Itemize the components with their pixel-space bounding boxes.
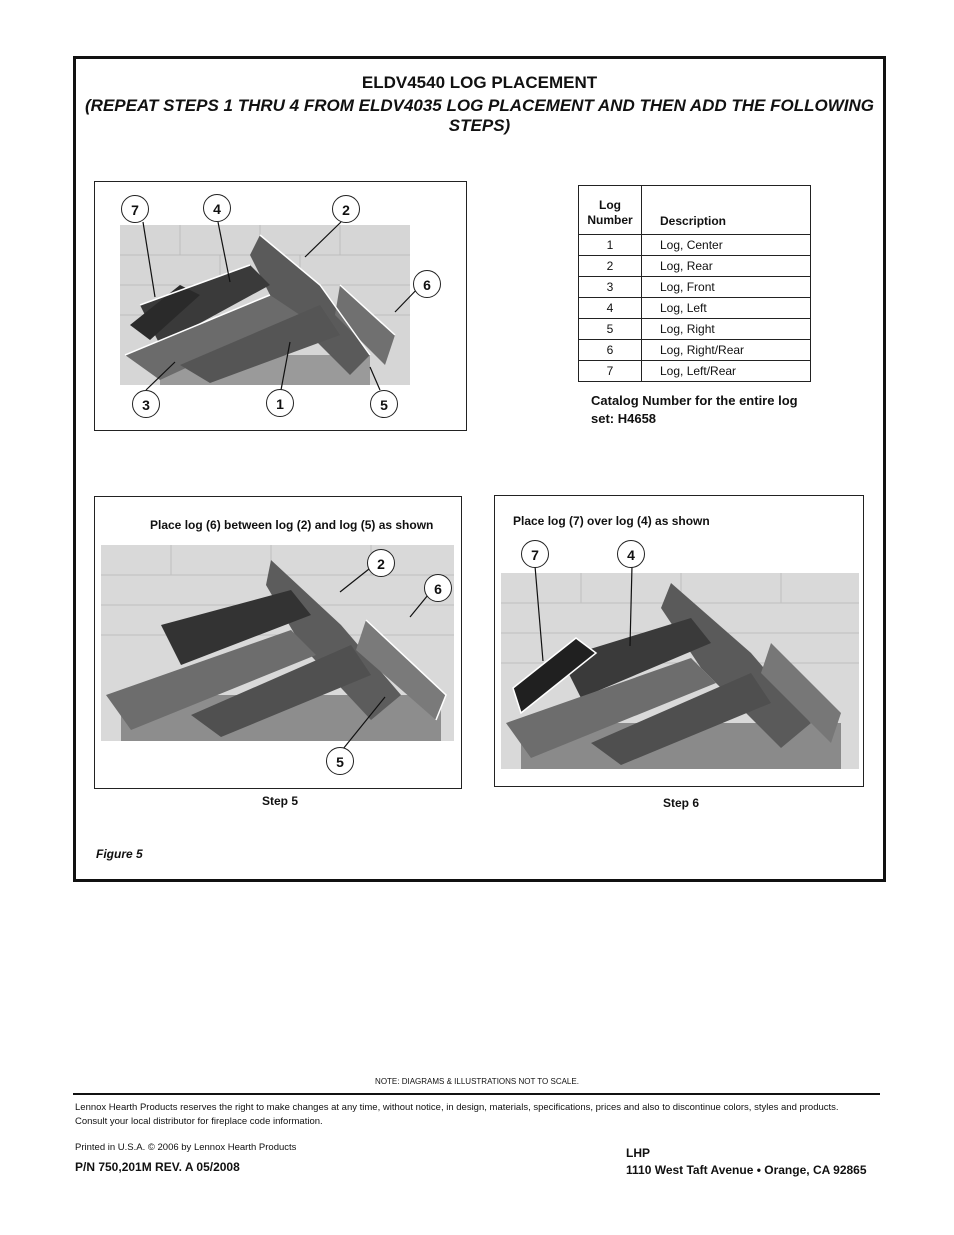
log-description: Log, Right bbox=[642, 319, 811, 340]
callout-1: 1 bbox=[266, 389, 294, 417]
step6-instruction: Place log (7) over log (4) as shown bbox=[513, 514, 710, 528]
log-description: Log, Rear bbox=[642, 256, 811, 277]
figure-frame bbox=[73, 56, 886, 882]
step6-box bbox=[494, 495, 864, 787]
table-row bbox=[579, 277, 811, 298]
step5-leader-lines bbox=[95, 497, 461, 788]
table-row bbox=[579, 340, 811, 361]
page-title: ELDV4540 LOG PLACEMENT bbox=[361, 73, 598, 92]
footer-divider bbox=[73, 1093, 880, 1095]
callout-6: 6 bbox=[413, 270, 441, 298]
step5-box bbox=[94, 496, 462, 789]
part-number: P/N 750,201M REV. A 05/2008 bbox=[75, 1160, 240, 1174]
log-number: 7 bbox=[579, 361, 642, 382]
log-description: Log, Left bbox=[642, 298, 811, 319]
callout-7: 7 bbox=[121, 195, 149, 223]
description-header: Description bbox=[642, 186, 811, 235]
overview-photo-box bbox=[94, 181, 467, 431]
printed-notice: Printed in U.S.A. © 2006 by Lennox Hearth Products bbox=[75, 1142, 297, 1153]
log-table bbox=[578, 185, 811, 382]
table-row bbox=[579, 235, 811, 256]
log-number: 4 bbox=[579, 298, 642, 319]
page-subtitle: (REPEAT STEPS 1 THRU 4 FROM ELDV4035 LOG PLACEMENT AND THEN ADD THE FOLLOWING STEPS) bbox=[85, 96, 874, 135]
step5-instruction: Place log (6) between log (2) and log (5) as shown bbox=[150, 518, 434, 532]
callout-4: 4 bbox=[203, 194, 231, 222]
callout-5: 5 bbox=[370, 390, 398, 418]
log-description: Log, Front bbox=[642, 277, 811, 298]
callout-7: 7 bbox=[521, 540, 549, 568]
table-row bbox=[579, 256, 811, 277]
log-description: Log, Left/Rear bbox=[642, 361, 811, 382]
disclaimer-line-2: Consult your local distributor for fireplace code information. bbox=[75, 1116, 323, 1127]
callout-2: 2 bbox=[367, 549, 395, 577]
callout-3: 3 bbox=[132, 390, 160, 418]
log-description: Log, Right/Rear bbox=[642, 340, 811, 361]
step6-leader-lines bbox=[495, 496, 863, 786]
company-address bbox=[626, 1145, 867, 1179]
disclaimer bbox=[75, 1101, 875, 1129]
log-description: Log, Center bbox=[642, 235, 811, 256]
scale-note: NOTE: DIAGRAMS & ILLUSTRATIONS NOT TO SCALE. bbox=[375, 1077, 579, 1086]
callout-4: 4 bbox=[617, 540, 645, 568]
callout-5: 5 bbox=[326, 747, 354, 775]
table-row bbox=[579, 319, 811, 340]
step6-caption: Step 6 bbox=[663, 796, 700, 810]
table-row bbox=[579, 298, 811, 319]
catalog-number: Catalog Number for the entire log set: H4658 bbox=[591, 393, 798, 426]
disclaimer-line-1: Lennox Hearth Products reserves the right to make changes at any time, without notice, in design, materials, specifications, prices and also to discontinue colors, styles and products. bbox=[75, 1102, 839, 1113]
log-number: 1 bbox=[579, 235, 642, 256]
table-row bbox=[579, 361, 811, 382]
figure-label: Figure 5 bbox=[96, 847, 143, 861]
step5-caption: Step 5 bbox=[262, 794, 299, 808]
callout-6: 6 bbox=[424, 574, 452, 602]
company-name: LHP bbox=[626, 1146, 650, 1160]
log-number-header: Log Number bbox=[579, 186, 642, 235]
log-number: 2 bbox=[579, 256, 642, 277]
callout-2: 2 bbox=[332, 195, 360, 223]
log-number: 6 bbox=[579, 340, 642, 361]
address: 1110 West Taft Avenue • Orange, CA 92865 bbox=[626, 1163, 867, 1177]
log-number: 5 bbox=[579, 319, 642, 340]
log-number: 3 bbox=[579, 277, 642, 298]
